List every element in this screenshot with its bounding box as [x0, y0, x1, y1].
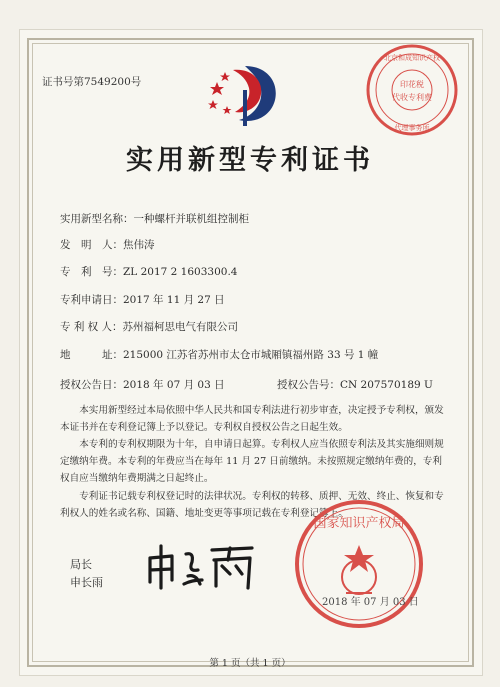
director-signature-icon [142, 540, 262, 592]
svg-text:代收专利费: 代收专利费 [392, 93, 432, 102]
name-value: 一种螺杆并联机组控制柜 [133, 213, 249, 225]
svg-text:印花税: 印花税 [400, 80, 424, 89]
address-value: 215000 江苏省苏州市太仓市城厢镇福州路 33 号 1 幢 [123, 349, 379, 361]
svg-text:国家知识产权局: 国家知识产权局 [313, 516, 405, 531]
official-seal-icon [292, 497, 426, 631]
inventor-label: 发 明 人： [60, 239, 123, 251]
director-name: 申长雨 [70, 576, 103, 589]
certificate-title: 实用新型专利证书 [126, 145, 374, 176]
grant-date-label: 授权公告日： [60, 379, 123, 391]
seal-date: 2018 年 07 月 03 日 [322, 597, 419, 608]
page-number: 第 1 页（共 1 页） [209, 658, 291, 669]
patent-office-emblem-icon [205, 60, 285, 130]
patentee-value: 苏州福柯思电气有限公司 [122, 321, 239, 333]
patent-number-value: ZL 2017 2 1603300.4 [123, 266, 238, 278]
certificate-number: 证书号第7549200号 [42, 76, 142, 88]
patentee-label: 专 利 权 人： [60, 321, 123, 333]
director-title: 局长 [70, 558, 92, 571]
filing-date-label: 专利申请日： [60, 294, 123, 306]
patent-number-label: 专 利 号： [60, 266, 123, 278]
patent-number-row [60, 264, 237, 279]
filing-date-row [60, 292, 225, 307]
svg-text:北京和成知识产权: 北京和成知识产权 [384, 54, 440, 62]
grant-date-value: 2018 年 07 月 03 日 [123, 379, 225, 391]
body-paragraph-1: 本实用新型经过本局依照中华人民共和国专利法进行初步审查，决定授予专利权，颁发本证书并在专利登记簿上予以登记。专利权自授权公告之日起生效。 [60, 405, 444, 433]
utility-model-name-row [60, 211, 249, 226]
body-paragraph-3: 专利证书记载专利权登记时的法律状况。专利权的转移、质押、无效、终止、恢复和专利权人的姓名或名称、国籍、地址变更等事项记载在专利登记簿上。 [60, 491, 444, 519]
address-row [60, 347, 378, 362]
name-label: 实用新型名称： [60, 213, 134, 225]
patentee-row [60, 319, 238, 334]
svg-text:代理事务所: 代理事务所 [394, 124, 430, 132]
grant-number-row [277, 377, 433, 392]
grant-number-value: CN 207570189 U [340, 379, 433, 391]
body-paragraph-2: 本专利的专利权期限为十年，自申请日起算。专利权人应当依照专利法及其实施细则规定缴纳年费。本专利的年费应当在每年 11 月 27 日前缴纳。未按照规定缴纳年费的，专利权自应当缴纳年费期满之日起终止。 [60, 439, 444, 484]
grant-number-label: 授权公告号： [277, 379, 340, 391]
filing-date-value: 2017 年 11 月 27 日 [123, 294, 225, 306]
agency-stamp-icon [364, 42, 460, 138]
grant-date-row [60, 377, 225, 392]
address-label: 地 址： [60, 349, 123, 361]
inventor-row [60, 237, 155, 252]
inventor-value: 焦伟涛 [123, 239, 155, 251]
